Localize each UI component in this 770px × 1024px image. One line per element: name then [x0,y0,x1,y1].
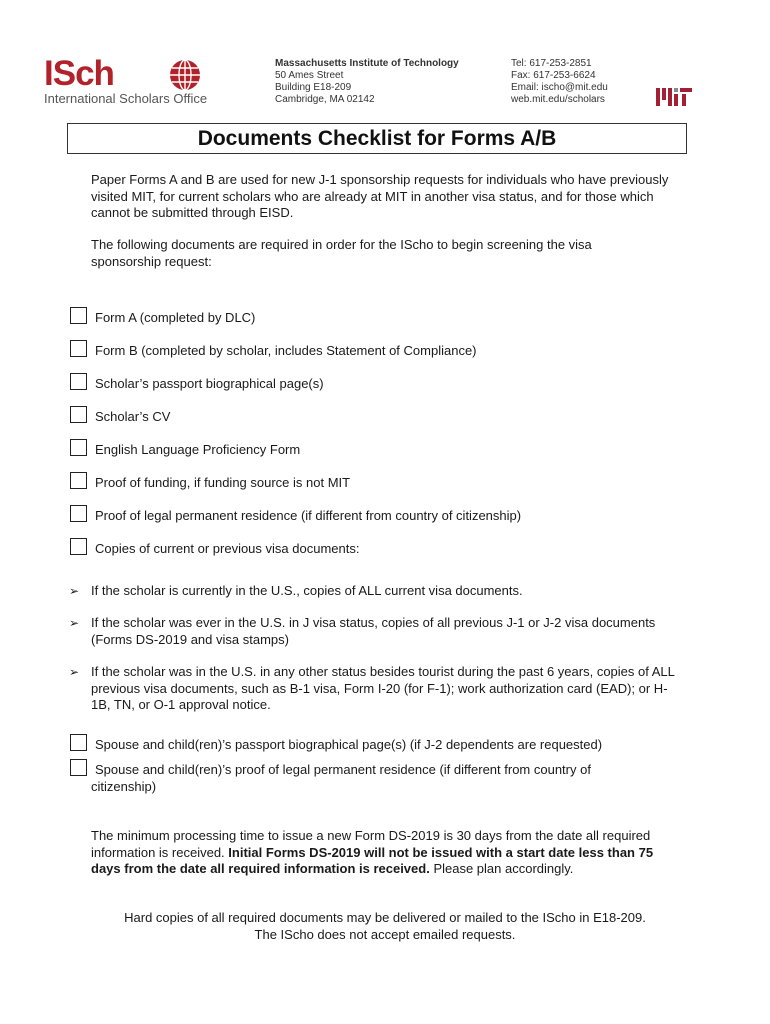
checklist-label: Spouse and child(ren)’s proof of legal permanent residence (if different from country of [95,762,591,777]
address-building: Building E18-209 [275,82,352,93]
checklist-item[interactable] [70,538,710,558]
checkbox[interactable] [70,472,87,489]
address-street: 50 Ames Street [275,70,344,81]
contact-tel: Tel: 617-253-2851 [511,58,592,69]
checklist-label: Form A (completed by DLC) [95,310,256,325]
checklist-item[interactable] [70,472,710,492]
arrow-bullet-icon: ➢ [69,665,80,679]
visa-bullet [69,664,689,714]
checklist-label: Proof of legal permanent residence (if different from country of citizenship) [95,508,522,523]
checklist-label: Scholar’s CV [95,409,171,424]
checklist-label: Form B (completed by scholar, includes Statement of Compliance) [95,343,477,358]
processing-note [91,828,681,878]
checklist-item[interactable] [70,340,710,360]
mit-logo [656,88,692,106]
page-title: Documents Checklist for Forms A/B [67,123,687,154]
checklist-label: Spouse and child(ren)’s passport biographical page(s) (if J-2 dependents are requested) [95,737,603,752]
processing-text-end: Please plan accordingly. [429,861,574,876]
checkbox[interactable] [70,340,87,357]
checkbox[interactable] [70,734,87,751]
visa-bullet-text: If the scholar is currently in the U.S., copies of ALL current visa documents. [91,583,523,598]
intro-paragraph: Paper Forms A and B are used for new J-1 sponsorship requests for individuals who have previously visited MIT, for current scholars who are already at MIT in another visa status, and for those which cannot be submitted through EISD. [91,172,669,220]
checkbox[interactable] [70,759,87,776]
requirement-intro: The following documents are required in order for the IScho to begin screening the visa sponsorship request: [91,237,592,269]
checkbox[interactable] [70,406,87,423]
checkbox[interactable] [70,439,87,456]
checklist-item-dependents-passport[interactable] [70,734,710,754]
address-org: Massachusetts Institute of Technology [275,58,459,69]
arrow-bullet-icon: ➢ [69,584,80,598]
logo-subtitle: International Scholars Office [44,91,208,106]
arrow-bullet-icon: ➢ [69,616,80,630]
checklist-label: Copies of current or previous visa documents: [95,541,360,556]
checklist-label: Proof of funding, if funding source is not MIT [95,475,351,490]
delivery-line: The IScho does not accept emailed requests. [254,926,516,942]
checkbox[interactable] [70,538,87,555]
contact-email: Email: ischo@mit.edu [511,82,608,93]
checkbox[interactable] [70,505,87,522]
contact-fax: Fax: 617-253-6624 [511,70,596,81]
checklist-label: Scholar’s passport biographical page(s) [95,376,324,391]
ischo-logo [44,56,224,108]
globe-icon [168,58,202,92]
contact-web: web.mit.edu/scholars [511,94,605,105]
checklist-item-dependents-residence[interactable] [70,759,710,779]
checklist-item[interactable] [70,505,710,525]
visa-bullet-text: If the scholar was ever in the U.S. in J visa status, copies of all previous J-1 or J-2 visa documents (Forms DS-2019 and visa stamps) [91,615,656,647]
visa-bullet-text: If the scholar was in the U.S. in any other status besides tourist during the past 6 years, copies of ALL previous visa documents, such as B-1 visa, Form I-20 (for F-1); work authorization card (EAD); or H-1B, TN, or O-1 approval notice. [91,664,675,712]
checklist-item[interactable] [70,373,710,393]
processing-text: The minimum processing time to issue a new Form DS-2019 is 30 days from the date all required information is received. [91,828,651,860]
processing-warning: Initial Forms DS-2019 will not be issued with a start date less than 75 days from the date all required information is received. [91,844,654,876]
address-city: Cambridge, MA 02142 [275,94,375,105]
visa-bullet [69,583,689,601]
office-address [275,58,459,106]
checkbox[interactable] [70,373,87,390]
visa-bullet [69,615,689,649]
logo-text: ISch [44,54,114,93]
checklist-item[interactable] [70,307,710,327]
checkbox[interactable] [70,307,87,324]
delivery-line: Hard copies of all required documents may be delivered or mailed to the IScho in E18-209. [124,910,646,925]
checklist-item[interactable] [70,406,710,426]
checklist-label: English Language Proficiency Form [95,442,301,457]
checklist-item[interactable] [70,439,710,459]
delivery-note [95,910,675,943]
checklist-label-continued: citizenship) [91,779,157,794]
office-contact [511,58,608,106]
